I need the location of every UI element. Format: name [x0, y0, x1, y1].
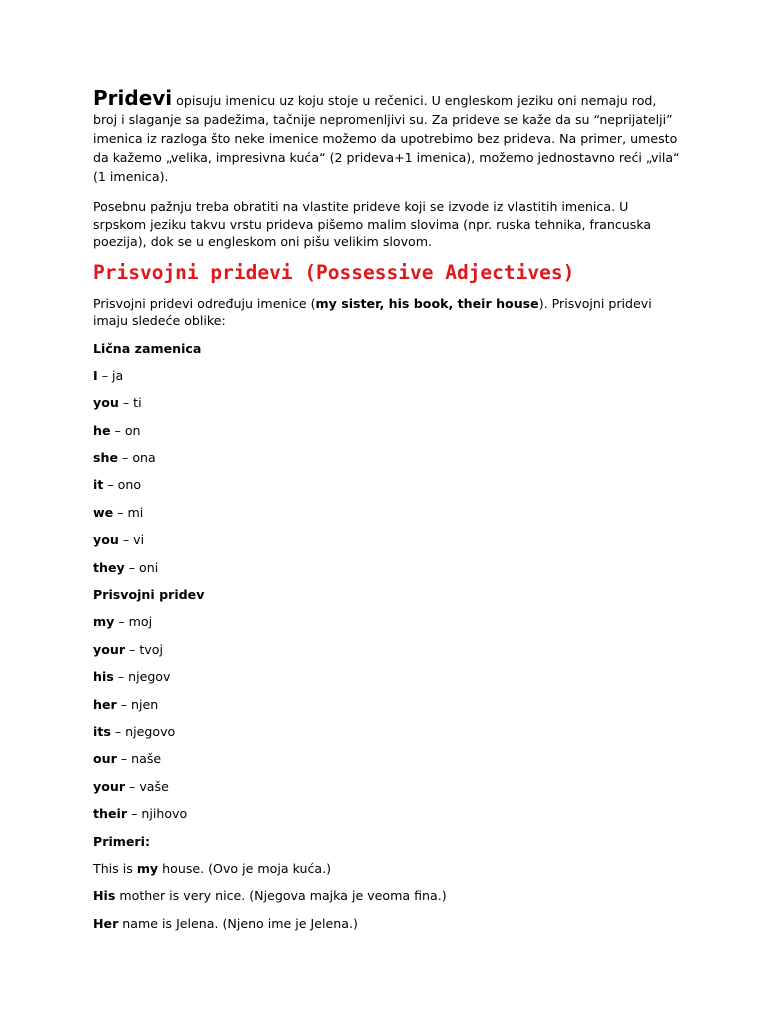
list-item [93, 394, 683, 421]
list-item-term: its [93, 723, 111, 739]
section-intro-before: Prisvojni pridevi određuju imenice ( [93, 295, 316, 311]
example-after: house. (Ovo je moja kuća.) [158, 860, 332, 876]
list-item-translation: – njen [116, 696, 159, 712]
list-item-term: he [93, 422, 111, 438]
list-item-translation: – on [110, 422, 141, 438]
list-item-translation: – ja [97, 367, 124, 383]
list-item [93, 750, 683, 777]
list-item [93, 696, 683, 723]
intro-text: opisuju imenicu uz koju stoje u rečenici. U engleskom jeziku oni nemaju rod, broj i slaganje sa padežima, tačnije nepromenljivi su. Za prideve se kaže da su “neprijatelji” imenica iz razloga što neke imenice možemo da upotrebimo bez prideva. Na primer, umesto da kažemo „velika, impresivna kuća“ (2 prideva+1 imenica), možemo jednostavno reći „vila“ (1 imenica). [93, 93, 680, 184]
example-sentence [93, 887, 683, 914]
proper-adjectives-paragraph: Posebnu pažnju treba obratiti na vlastite prideve koji se izvode iz vlastitih imenica. U srpskom jeziku takvu vrstu prideva pišemo malim slovima (npr. ruska tehnika, francuska poezija), dok se u engleskom oni pišu velikim slovom. [93, 199, 652, 249]
document-page [93, 86, 683, 942]
list-item-translation: – oni [124, 559, 159, 575]
list-item [93, 504, 683, 531]
list-item-term: Lična zamenica [93, 340, 202, 356]
list-item-translation: – ona [118, 450, 156, 466]
list-item-term: it [93, 477, 104, 493]
example-keyword: Her [93, 915, 119, 931]
list-item-translation: – mi [113, 504, 144, 520]
list-item-term: their [93, 806, 128, 822]
example-keyword: my [136, 860, 159, 876]
example-after: name is Jelena. (Njeno ime je Jelena.) [118, 915, 358, 931]
list-item-translation: – njegov [113, 669, 171, 685]
list-item [93, 668, 683, 695]
list-item-term: his [93, 669, 114, 685]
list-item-translation: – naše [116, 751, 162, 767]
document-title: Pridevi [93, 86, 173, 110]
list-item-term: her [93, 696, 117, 712]
list-item [93, 723, 683, 750]
intro-paragraph [93, 86, 683, 186]
list-item-term: my [93, 614, 115, 630]
list-item-term: you [93, 532, 119, 548]
section-intro-paragraph [93, 295, 683, 330]
list-item-translation: – vaše [125, 778, 169, 794]
list-item-translation: – ti [118, 395, 142, 411]
list-item [93, 422, 683, 449]
pronoun-list [93, 340, 683, 943]
list-item-term: your [93, 641, 126, 657]
section-intro-after: ). Prisvojni pridevi imaju sledeće oblike: [93, 295, 652, 328]
list-item-translation: – moj [114, 614, 153, 630]
list-item [93, 340, 683, 367]
list-item-translation: – vi [118, 532, 145, 548]
list-item [93, 613, 683, 640]
list-item-term: you [93, 395, 119, 411]
list-item [93, 367, 683, 394]
list-item-term: our [93, 751, 117, 767]
list-item [93, 531, 683, 558]
example-before: This is [93, 860, 137, 876]
example-sentence [93, 915, 683, 942]
list-item-term: Primeri: [93, 833, 150, 849]
list-item-term: your [93, 778, 126, 794]
list-item [93, 559, 683, 586]
example-after: mother is very nice. (Njegova majka je veoma fina.) [115, 888, 447, 904]
list-item-term: they [93, 559, 125, 575]
list-item-term: Prisvojni pridev [93, 587, 205, 603]
list-item [93, 641, 683, 668]
list-item-term: I [93, 367, 98, 383]
example-sentence [93, 860, 683, 887]
example-keyword: His [93, 888, 116, 904]
list-item-term: she [93, 450, 119, 466]
list-item [93, 778, 683, 805]
list-item-term: we [93, 504, 114, 520]
list-item [93, 805, 683, 832]
list-item [93, 833, 683, 860]
list-item [93, 476, 683, 503]
list-item [93, 586, 683, 613]
list-item-translation: – njihovo [127, 806, 188, 822]
list-item [93, 449, 683, 476]
section-intro-examples: my sister, his book, their house [315, 295, 539, 311]
list-item-translation: – ono [103, 477, 142, 493]
section-heading: Prisvojni pridevi (Possessive Adjectives) [93, 260, 575, 284]
list-item-translation: – tvoj [125, 641, 163, 657]
list-item-translation: – njegovo [110, 723, 176, 739]
